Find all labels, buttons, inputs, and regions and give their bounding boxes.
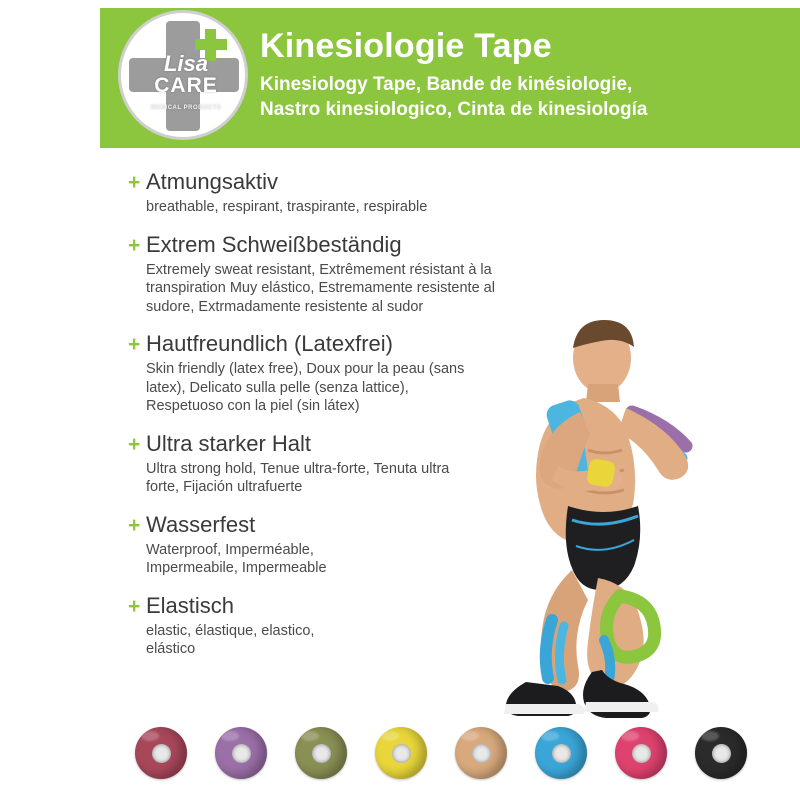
tape-roll-purple[interactable] [215,727,267,779]
logo-text-line3: MEDICAL PRODUCTS [150,105,222,111]
plus-icon: + [128,594,141,618]
feature-title: Extrem Schweißbeständig [146,231,402,257]
logo-text [121,53,248,119]
feature-heading [128,168,518,196]
feature-description: breathable, respirant, traspirante, respirable [146,199,428,215]
green-cross-icon-bar [195,39,227,50]
feature-description: Ultra strong hold, Tenue ultra-forte, Tenuta ultra forte, Fijación ultrafuerte [146,460,450,495]
tape-roll-black[interactable] [695,727,747,779]
feature-heading [128,231,518,259]
feature-item [128,511,518,578]
feature-list [128,168,518,673]
plus-icon: + [128,432,141,456]
feature-title: Atmungsaktiv [146,169,279,194]
plus-icon: + [128,333,141,356]
plus-icon: + [128,171,141,194]
feature-item [128,430,518,497]
product-color-swatches [135,724,800,782]
page-title: Kinesiologie Tape [260,27,552,65]
feature-heading [128,511,518,539]
feature-description: Skin friendly (latex free), Doux pour la peau (sans latex), Delicato sulla pelle (senza lattice), Respetuoso con la piel (sin látex) [146,361,465,414]
feature-heading [128,592,518,620]
tape-roll-beige[interactable] [455,727,507,779]
athlete-photo [480,320,800,720]
header-subtitle-line1: Kinesiology Tape, Bande de kinésiologie, [260,74,633,95]
tape-roll-yellow[interactable] [375,727,427,779]
feature-heading [128,330,518,358]
feature-item [128,592,518,659]
feature-title: Elastisch [146,592,235,618]
tape-roll-camouflage-pink[interactable] [135,727,187,779]
feature-title: Wasserfest [146,511,256,537]
feature-item [128,168,518,217]
feature-item [128,231,518,317]
feature-title: Hautfreundlich (Latexfrei) [146,331,394,356]
header-subtitle-line2: Nastro kinesiologico, Cinta de kinesiología [260,99,648,120]
plus-icon: + [128,233,141,257]
feature-title: Ultra starker Halt [146,430,312,456]
feature-heading [128,430,518,458]
feature-item [128,330,518,416]
logo-text-line1: Lisa [163,51,209,76]
plus-icon: + [128,513,141,537]
feature-description: Waterproof, Imperméable, Impermeabile, Impermeable [146,541,327,576]
brand-logo [118,10,248,140]
feature-description: elastic, élastique, elastico, elástico [146,622,315,657]
tape-roll-camouflage-green[interactable] [295,727,347,779]
logo-text-line2: CARE [154,74,218,97]
tape-roll-blue[interactable] [535,727,587,779]
tape-roll-pink[interactable] [615,727,667,779]
feature-description: Extremely sweat resistant, Extrêmement résistant à la transpiration Muy elástico, Estremamente resistente al sudore, Extrmadamente resistente al sudor [146,261,495,315]
